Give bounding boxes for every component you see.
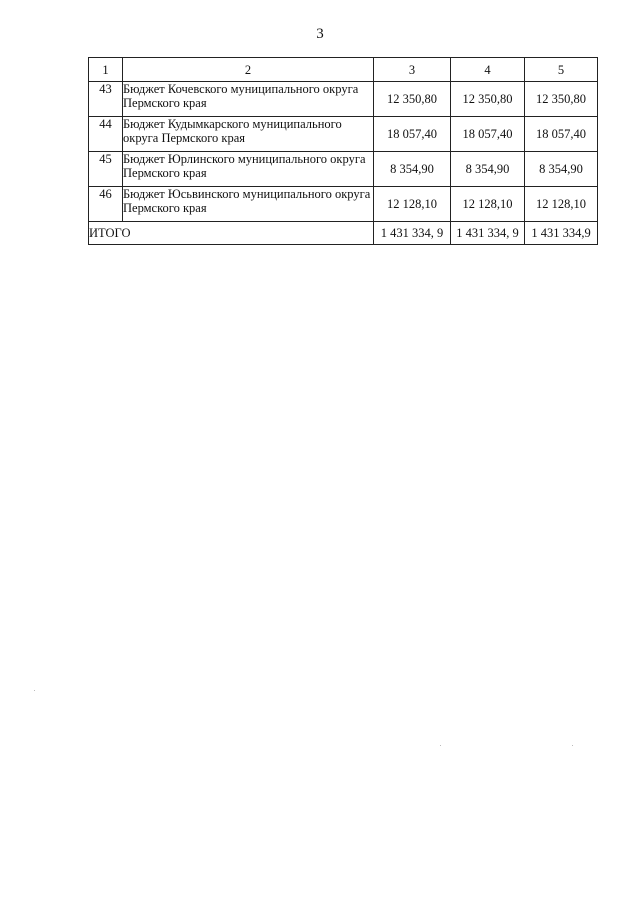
scan-speck	[34, 690, 35, 691]
row-number: 46	[89, 187, 123, 222]
value-col-3: 12 350,80	[374, 82, 451, 117]
table-row	[89, 187, 598, 222]
table-row	[89, 117, 598, 152]
row-number: 44	[89, 117, 123, 152]
header-cell-2: 2	[123, 58, 374, 82]
scan-speck	[440, 745, 441, 746]
row-number: 45	[89, 152, 123, 187]
value-col-4: 8 354,90	[451, 152, 525, 187]
budget-name: Бюджет Кудымкарского муниципального округа Пермского края	[123, 117, 374, 152]
row-number: 43	[89, 82, 123, 117]
value-col-5: 18 057,40	[525, 117, 598, 152]
value-col-3: 8 354,90	[374, 152, 451, 187]
budget-name: Бюджет Кочевского муниципального округа Пермского края	[123, 82, 374, 117]
total-label: ИТОГО	[89, 222, 374, 245]
value-col-5: 8 354,90	[525, 152, 598, 187]
total-col-4: 1 431 334, 9	[451, 222, 525, 245]
page-number: 3	[316, 26, 324, 42]
budget-name: Бюджет Юрлинского муниципального округа Пермского края	[123, 152, 374, 187]
header-cell-3: 3	[374, 58, 451, 82]
header-cell-1: 1	[89, 58, 123, 82]
value-col-3: 18 057,40	[374, 117, 451, 152]
table-row	[89, 82, 598, 117]
header-cell-4: 4	[451, 58, 525, 82]
total-row	[89, 222, 598, 245]
header-cell-5: 5	[525, 58, 598, 82]
total-col-3: 1 431 334, 9	[374, 222, 451, 245]
value-col-4: 12 350,80	[451, 82, 525, 117]
table-row	[89, 152, 598, 187]
total-col-5: 1 431 334,9	[525, 222, 598, 245]
budget-table	[88, 57, 598, 245]
value-col-4: 12 128,10	[451, 187, 525, 222]
value-col-5: 12 128,10	[525, 187, 598, 222]
scan-speck	[572, 745, 573, 746]
value-col-3: 12 128,10	[374, 187, 451, 222]
budget-name: Бюджет Юсьвинского муниципального округа Пермского края	[123, 187, 374, 222]
table-header-row	[89, 58, 598, 82]
value-col-4: 18 057,40	[451, 117, 525, 152]
value-col-5: 12 350,80	[525, 82, 598, 117]
